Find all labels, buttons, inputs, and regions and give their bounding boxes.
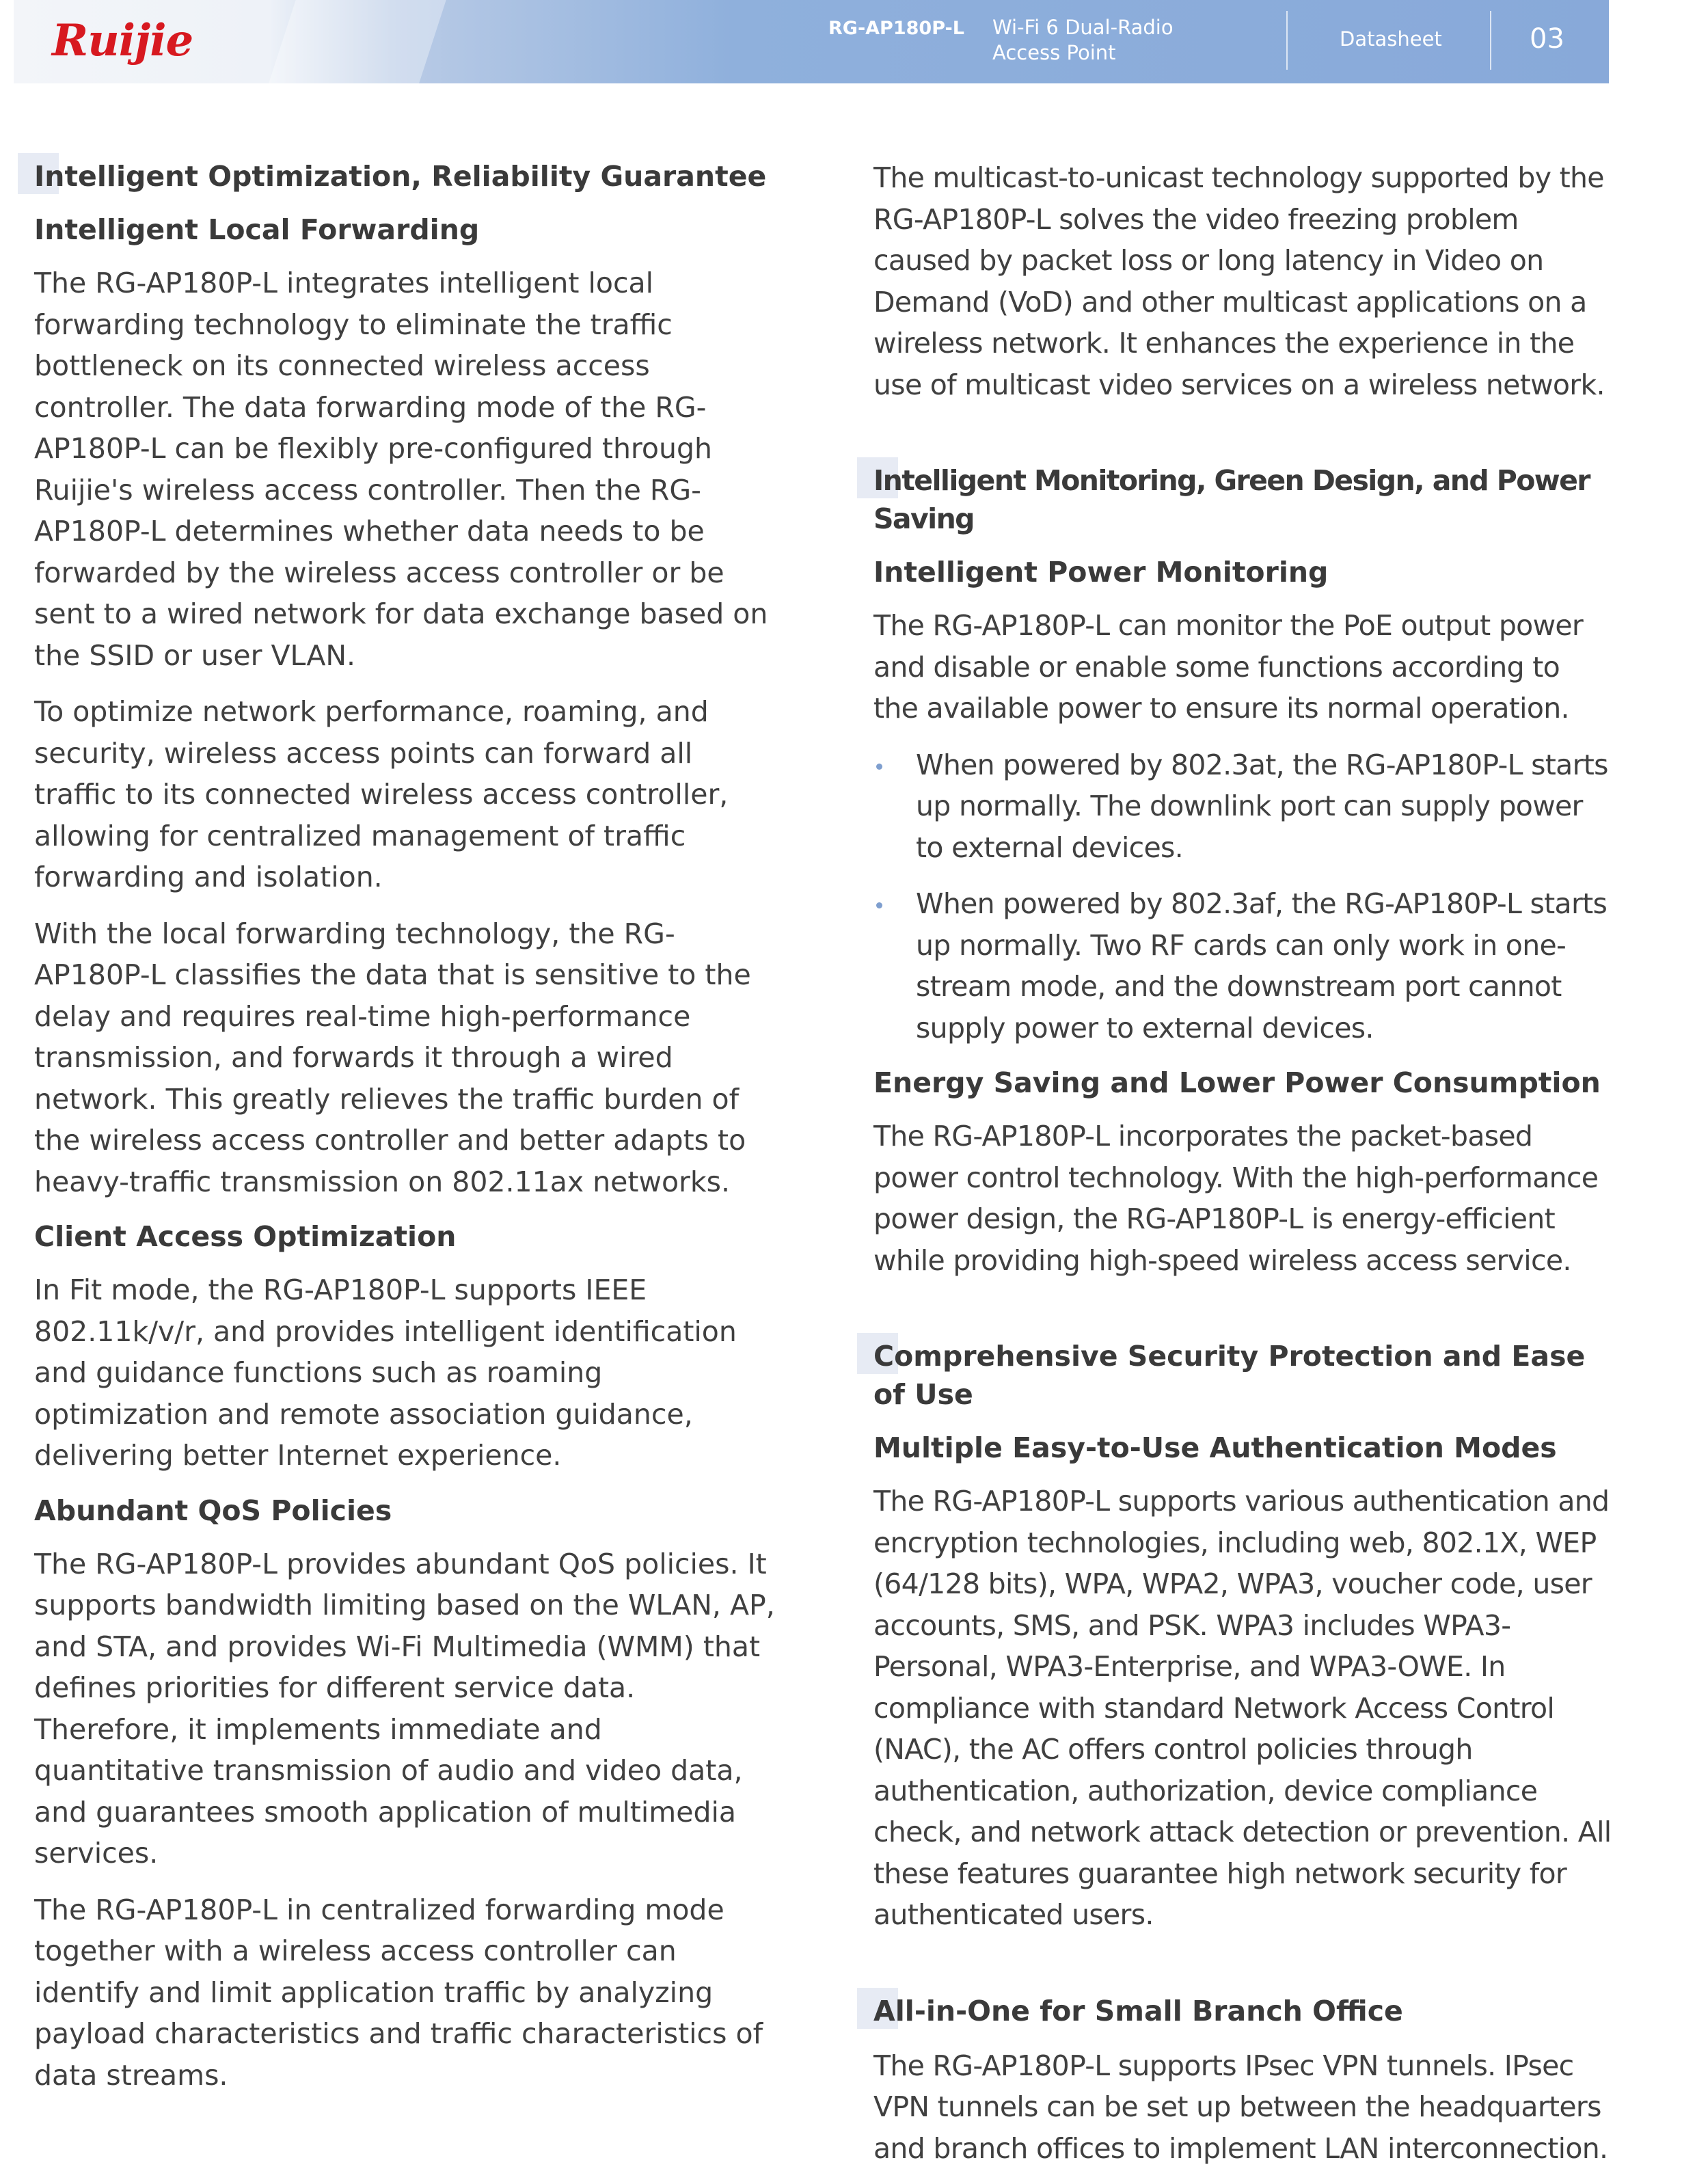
subsection-heading: Energy Saving and Lower Power Consumption: [873, 1066, 1601, 1099]
spacer: [873, 420, 1612, 461]
bullet-text: When powered by 802.3at, the RG-AP180P-L starts up normally. The downlink port can supply power to external devices.: [916, 748, 1608, 864]
section-heading: [873, 461, 1612, 538]
section-heading-text: Comprehensive Security Protection and Ease of Use: [873, 1340, 1586, 1411]
subsection-heading: Client Access Optimization: [34, 1220, 457, 1253]
paragraph: The RG-AP180P-L incorporates the packet-based power control technology. With the high-performance power design, the RG-AP180P-L is energy-efficient while providing high-speed wireless access service.: [873, 1120, 1599, 1277]
paragraph: The RG-AP180P-L can monitor the PoE output power and disable or enable some functions according to the available power to ensure its normal operation.: [873, 609, 1584, 725]
header-doc-type: Datasheet: [1340, 27, 1442, 51]
header-divider: [1490, 11, 1491, 70]
brand-logo: Ruijie: [52, 15, 193, 66]
subsection-heading: Abundant QoS Policies: [34, 1494, 392, 1527]
section-heading: [873, 1992, 1612, 2030]
header-model: RG-AP180P-L: [828, 18, 964, 39]
bullet-icon: [876, 764, 882, 770]
paragraph: In Fit mode, the RG-AP180P-L supports IEEE 802.11k/v/r, and provides intelligent identification and guidance functions such as roaming optimization and remote association guidance, delivering better Internet experience.: [34, 1273, 737, 1472]
subsection-heading: Multiple Easy-to-Use Authentication Modes: [873, 1431, 1557, 1464]
paragraph: The RG-AP180P-L supports various authentication and encryption technologies, including web, 802.1X, WEP (64/128 bits), WPA, WPA2, WPA3, voucher code, user accounts, SMS, and PSK. WPA3 includes WPA3-Personal, WPA3-Enterprise, and WPA3-OWE. In compliance with standard Network Access Control (NAC), the AC offers control policies through authentication, authorization, device compliance check, and network attack detection or prevention. All these features guarantee high network security for authenticated users.: [873, 1485, 1612, 1931]
paragraph: The RG-AP180P-L in centralized forwarding mode together with a wireless access controller can identify and limit application traffic by analyzing payload characteristics and traffic characteristics of data streams.: [34, 1893, 763, 2092]
spacer: [873, 1951, 1612, 1992]
bullet-item: [873, 883, 1612, 1049]
bullet-text: When powered by 802.3af, the RG-AP180P-L starts up normally. Two RF cards can only work in one-stream mode, and the downstream port cannot supply power to external devices.: [916, 887, 1608, 1044]
right-column: [873, 157, 1612, 2184]
bullet-list: [873, 744, 1612, 1049]
spacer: [873, 1296, 1612, 1337]
left-column: [34, 157, 779, 2111]
bullet-item: [873, 744, 1612, 869]
header-divider: [1286, 11, 1288, 70]
section-heading: [34, 157, 779, 196]
paragraph: The RG-AP180P-L supports IPsec VPN tunnels. IPsec VPN tunnels can be set up between the headquarters and branch offices to implement LAN interconnection.: [873, 2049, 1608, 2165]
paragraph: To optimize network performance, roaming, and security, wireless access points can forward all traffic to its connected wireless access controller, allowing for centralized management of traffic forwarding and isolation.: [34, 695, 729, 893]
paragraph: The multicast-to-unicast technology supported by the RG-AP180P-L solves the video freezing problem caused by packet loss or long latency in Video on Demand (VoD) and other multicast applications on a wireless network. It enhances the experience in the use of multicast video services on a wireless network.: [873, 161, 1605, 401]
paragraph: With the local forwarding technology, the RG-AP180P-L classifies the data that is sensitive to the delay and requires real-time high-performance transmission, and forwards it through a wired network. This greatly relieves the traffic burden of the wireless access controller and better adapts to heavy-traffic transmission on 802.11ax networks.: [34, 917, 751, 1198]
page-header: [14, 0, 1609, 83]
header-product-name: Wi-Fi 6 Dual-Radio Access Point: [992, 16, 1174, 64]
section-heading-text: Intelligent Optimization, Reliability Guarantee: [34, 160, 767, 193]
header-sheen: [256, 0, 455, 83]
section-heading-text: All-in-One for Small Branch Office: [873, 1994, 1403, 2027]
bullet-icon: [876, 902, 882, 908]
page-number: 03: [1530, 23, 1564, 55]
paragraph: The RG-AP180P-L provides abundant QoS policies. It supports bandwidth limiting based on the WLAN, AP, and STA, and provides Wi-Fi Multimedia (WMM) that defines priorities for different service data. Therefore, it implements immediate and quantitative transmission of audio and video data, and guarantees smooth application of multimedia services.: [34, 1547, 775, 1870]
subsection-heading: Intelligent Power Monitoring: [873, 556, 1329, 589]
subsection-heading: Intelligent Local Forwarding: [34, 213, 480, 246]
section-heading: [873, 1337, 1612, 1414]
section-heading-text: Intelligent Monitoring, Green Design, and Power Saving: [873, 464, 1590, 535]
paragraph: The RG-AP180P-L integrates intelligent local forwarding technology to eliminate the traffic bottleneck on its connected wireless access controller. The data forwarding mode of the RG-AP180P-L can be flexibly pre-configured through Ruijie's wireless access controller. Then the RG-AP180P-L determines whether data needs to be forwarded by the wireless access controller or be sent to a wired network for data exchange based on the SSID or user VLAN.: [34, 267, 768, 672]
